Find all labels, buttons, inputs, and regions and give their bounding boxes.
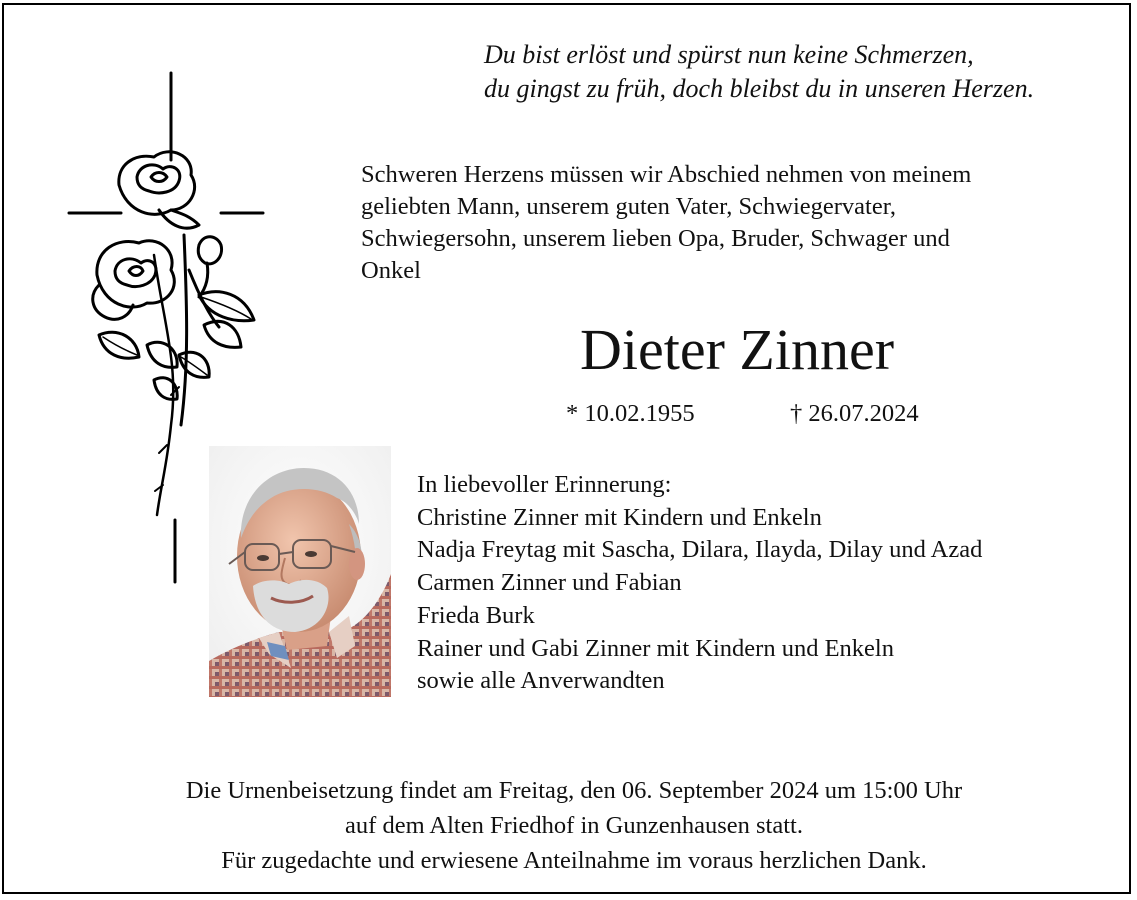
poem-line: Du bist erlöst und spürst nun keine Schmerzen, (484, 40, 974, 69)
mourners-list (417, 469, 982, 698)
funeral-notice (44, 773, 1104, 878)
intro-line: geliebten Mann, unserem guten Vater, Schwiegervater, (361, 193, 897, 220)
mourners-heading: In liebevoller Erinnerung: (417, 471, 672, 498)
poem-line: du gingst zu früh, doch bleibst du in unseren Herzen. (484, 74, 1035, 103)
mourner-line: Christine Zinner mit Kindern und Enkeln (417, 503, 822, 531)
mourner-line: sowie alle Anverwandten (417, 667, 665, 695)
mourner-line: Rainer und Gabi Zinner mit Kindern und Enkeln (417, 634, 894, 662)
intro-line: Schwiegersohn, unserem lieben Opa, Bruder, Schwager und (361, 225, 950, 252)
intro-line: Schweren Herzens müssen wir Abschied nehmen von meinem (361, 161, 972, 188)
intro-line: Onkel (361, 257, 421, 284)
death-date: † 26.07.2024 (790, 400, 919, 427)
funeral-line: Die Urnenbeisetzung findet am Freitag, den 06. September 2024 um 15:00 Uhr (185, 777, 963, 804)
deceased-name: Dieter Zinner (580, 317, 895, 382)
poem (484, 38, 1034, 106)
mourner-line: Carmen Zinner und Fabian (417, 569, 682, 597)
mourner-line: Nadja Freytag mit Sascha, Dilara, Ilayda, Dilay und Azad (417, 536, 983, 564)
birth-date: * 10.02.1955 (566, 400, 695, 427)
mourner-line: Frieda Burk (417, 601, 535, 629)
funeral-line: auf dem Alten Friedhof in Gunzenhausen statt. (345, 812, 803, 839)
obituary-frame (2, 3, 1131, 894)
funeral-line: Für zugedachte und erwiesene Anteilnahme im voraus herzlichen Dank. (221, 847, 927, 874)
portrait-photo (209, 446, 391, 697)
intro-text (361, 159, 1101, 287)
